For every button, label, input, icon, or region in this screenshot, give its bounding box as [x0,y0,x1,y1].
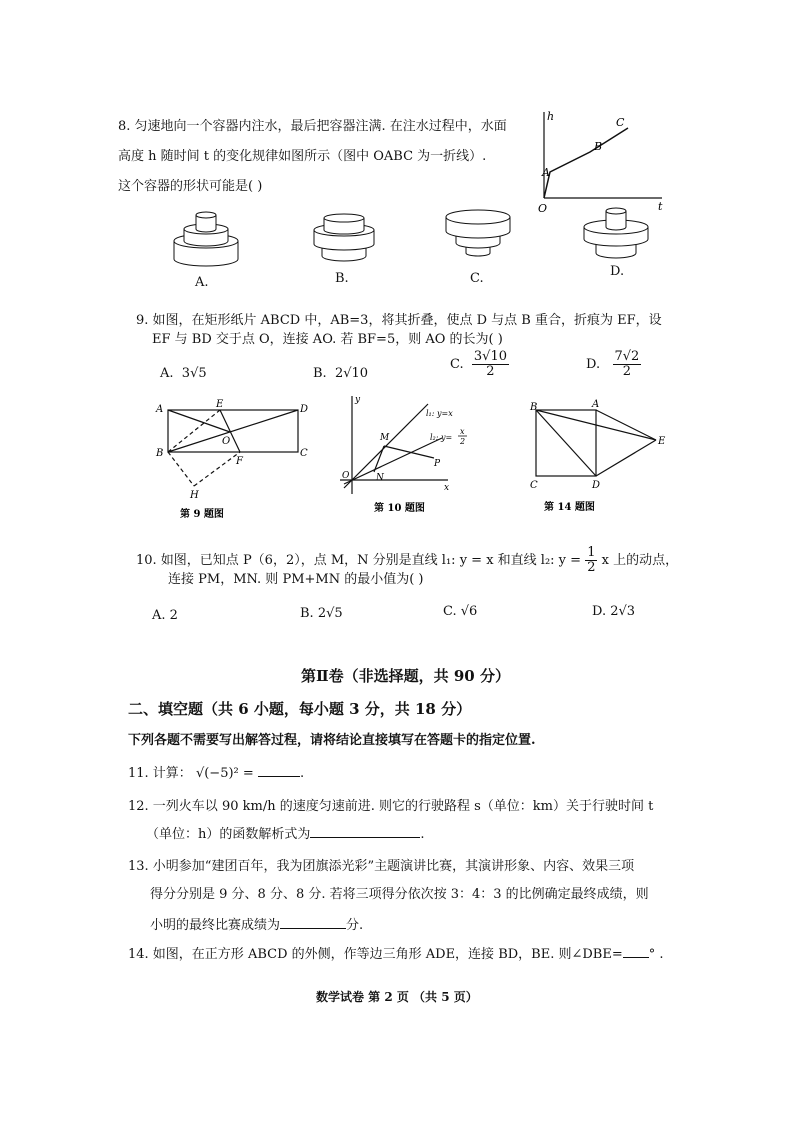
q9-option-b-letter: B. [313,366,327,381]
q8-C-label: C [616,116,625,129]
fig14-label-b: B [530,402,538,413]
fig9-caption: 第 9 题图 [180,509,224,520]
container-d-figure [578,203,658,269]
q8-A-label: A [542,166,550,179]
q9-option-d-denominator: 2 [622,364,632,379]
q9-line2: EF 与 BD 交于点 O，连接 AO. 若 BF=5，则 AO 的长为( ) [152,332,503,347]
fig10-y-label: y [355,395,361,405]
q8-h-label: h [547,110,555,123]
q11 [128,764,304,783]
fig9-label-h: H [190,490,199,501]
part2-heading: 二、填空题（共 6 小题，每小题 3 分，共 18 分） [128,700,472,718]
q13-line3-text: 小明的最终比赛成绩为 [150,918,281,933]
figure-14 [524,396,674,516]
q8-line2: 高度 h 随时间 t 的变化规律如图所示（图中 OABC 为一折线）. [118,149,487,164]
container-b-figure [306,210,386,270]
q8-option-d[interactable]: D. [610,264,625,279]
q10-fraction-numerator: 1 [587,545,596,560]
q12-line2 [146,825,425,844]
q8-line3: 这个容器的形状可能是( ) [118,179,263,194]
q12-answer-blank[interactable] [310,825,420,838]
q10-option-d[interactable]: D. 2√3 [592,604,636,619]
fig14-label-e: E [658,436,666,447]
q13-end: 分. [346,918,364,933]
figure-9 [152,398,312,522]
q8-O-label: O [538,202,548,214]
container-c-figure [440,205,520,265]
section2-title: 第Ⅱ卷（非选择题，共 90 分） [301,667,510,685]
q9-option-d-numerator: 7√2 [614,349,640,364]
q9-option-d[interactable] [586,350,641,379]
fig10-n-label: N [376,473,384,483]
fig10-l2-label: l₂: y= [430,433,453,442]
q8-option-c[interactable]: C. [470,271,484,286]
fig10-m-label: M [380,433,390,443]
q13-answer-blank[interactable] [280,916,346,929]
q8-B-label: B [594,140,603,153]
q12-end: . [420,827,425,842]
fig14-caption: 第 14 题图 [544,502,595,513]
q9-option-a[interactable] [160,366,207,381]
q12-line1: 12. 一列火车以 90 km/h 的速度匀速前进. 则它的行驶路程 s（单位：km）关于行驶时间 t [128,799,654,814]
fig10-l1-label: l₁: y=x [426,409,453,418]
q8-line1: 8. 匀速地向一个容器内注水，最后把容器注满. 在注水过程中，水面 [118,119,507,134]
q9-option-a-letter: A. [160,366,174,381]
fig10-x-label: x [444,483,450,493]
q14 [128,945,664,964]
q14-text: 14. 如图，在正方形 ABCD 的外侧，作等边三角形 ADE，连接 BD，BE. 则∠DBE= [128,947,623,962]
q10-option-a[interactable]: A. 2 [152,608,178,623]
q14-answer-blank[interactable] [623,945,649,958]
container-a-figure [168,205,248,275]
q10-fraction-denominator: 2 [587,560,596,575]
fig10-p-label: P [434,459,441,469]
fig9-label-f: F [236,456,243,467]
fig9-label-c: C [300,448,308,459]
q9-option-c-letter: C. [450,357,464,372]
fig9-label-d: D [300,404,309,415]
q9-option-a-value: 3√5 [181,366,207,381]
q10-line2: 连接 PM，MN. 则 PM+MN 的最小值为( ) [168,572,424,587]
q13-line1: 13. 小明参加“建团百年，我为团旗添光彩”主题演讲比赛，其演讲形象、内容、效果三项 [128,859,635,874]
q11-end: . [299,766,305,781]
q8-option-a[interactable]: A. [195,275,209,290]
fig10-o-label: O [342,471,350,481]
q10-line1-text: 10. 如图，已知点 P（6，2），点 M，N 分别是直线 l₁: y = x 和直线 l₂: y = [136,553,582,568]
q13-line2: 得分分别是 9 分、8 分、8 分. 若将三项得分依次按 3：4：3 的比例确定最终成绩，则 [150,887,649,902]
fig9-label-b: B [156,448,164,459]
q10-option-b[interactable]: B. 2√5 [300,606,343,621]
q9-option-c-denominator: 2 [486,364,495,379]
fig9-label-e: E [216,399,224,410]
q11-equals: = [242,766,254,781]
q11-expression: √(−5)² [195,766,239,781]
q9-option-d-letter: D. [586,357,601,372]
fig14-label-d: D [592,480,601,491]
q11-prefix: 11. 计算： [128,766,192,781]
fig10-l2-numerator: x [460,427,465,436]
q8-graph [530,106,670,214]
fig10-l2-denominator: 2 [460,437,466,446]
q11-answer-blank[interactable] [258,764,300,777]
part2-instruction: 下列各题不需要写出解答过程，请将结论直接填写在答题卡的指定位置. [128,733,536,748]
q9-option-b-value: 2√10 [334,366,369,381]
fig9-label-o: O [222,436,231,447]
fig14-label-a: A [592,399,600,410]
q9-option-b[interactable] [313,366,368,381]
page-footer: 数学试卷 第 2 页 （共 5 页） [316,990,478,1004]
fig10-caption: 第 10 题图 [374,503,425,514]
q9-option-c-numerator: 3√10 [473,349,507,364]
q8-option-b[interactable]: B. [335,271,349,286]
q14-end: ° . [648,947,664,962]
q10-option-c[interactable]: C. √6 [443,604,478,619]
q13-line3 [150,916,363,935]
q10-line1-tail: x 上的动点， [601,553,679,568]
figure-10 [330,392,480,520]
q12-line2-text: （单位：h）的函数解析式为 [146,827,311,842]
q9-option-c[interactable] [450,350,509,379]
fig9-label-a: A [156,404,164,415]
q9-line1: 9. 如图，在矩形纸片 ABCD 中，AB=3，将其折叠，使点 D 与点 B 重合，折痕为 EF，设 [136,313,662,328]
fig14-label-c: C [530,480,538,491]
q8-t-label: t [658,200,663,213]
